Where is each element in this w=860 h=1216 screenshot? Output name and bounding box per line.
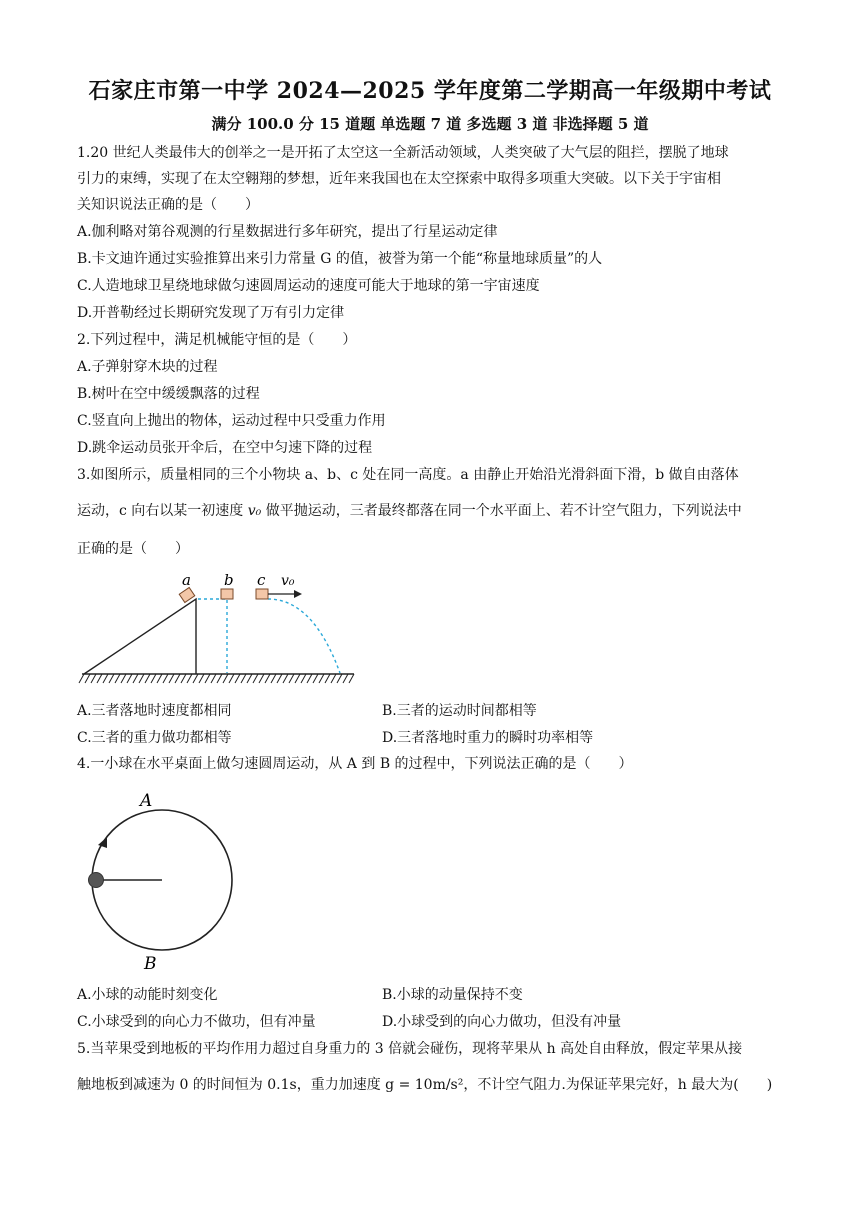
incline-block: [84, 599, 196, 674]
q3-stem-line2-pre: 运动，c 向右以某一初速度: [77, 503, 248, 519]
q4-stem: 4.一小球在水平桌面上做匀速圆周运动，从 A 到 B 的过程中，下列说法正确的是（ ）: [77, 756, 633, 772]
q3-option-d: D.三者落地时重力的瞬时功率相等: [382, 730, 594, 746]
q3-option-c: C.三者的重力做功都相等: [77, 730, 232, 746]
q3-stem-line1: 3.如图所示，质量相同的三个小物块 a、b、c 处在同一高度。a 由静止开始沿光滑斜面下滑，b 做自由落体: [77, 467, 739, 483]
label-c: c: [257, 571, 266, 589]
q1-stem-line2: 引力的束缚，实现了在太空翱翔的梦想，近年来我国也在太空探索中取得多项重大突破。以下关于宇宙相: [77, 171, 721, 187]
q2-option-d: D.跳伞运动员张开伞后，在空中匀速下降的过程: [77, 440, 373, 456]
q4-option-a: A.小球的动能时刻变化: [77, 987, 218, 1003]
q3-option-b: B.三者的运动时间都相等: [382, 703, 537, 719]
q3-stem-line2-post: 做平抛运动，三者最终都落在同一个水平面上、若不计空气阻力，下列说法中: [261, 503, 742, 519]
c-projectile-path: [268, 599, 340, 673]
q1-option-b: B.卡文迪许通过实验推算出来引力常量 G 的值，被誉为第一个能“称量地球质量”的人: [77, 251, 603, 267]
q4-option-d: D.小球受到的向心力做功，但没有冲量: [382, 1014, 622, 1030]
block-b: [221, 589, 233, 599]
q3-v0-symbol: v₀: [247, 503, 262, 519]
q1-option-a: A.伽利略对第谷观测的行星数据进行多年研究，提出了行星运动定律: [77, 224, 498, 240]
q5-stem-line1: 5.当苹果受到地板的平均作用力超过自身重力的 3 倍就会碰伤，现将苹果从 h 高处自由释放，假定苹果从接: [77, 1041, 743, 1057]
block-c: [256, 589, 268, 599]
exam-title: 石家庄市第一中学 2024—2025 学年度第二学期高一年级期中考试: [88, 78, 772, 104]
label-a: a: [182, 571, 191, 589]
q3-stem-line2: [77, 501, 787, 521]
q2-option-a: A.子弹射穿木块的过程: [77, 359, 218, 375]
q2-option-b: B.树叶在空中缓缓飘落的过程: [77, 386, 260, 402]
label-B: B: [144, 954, 157, 974]
q4-option-b: B.小球的动量保持不变: [382, 987, 523, 1003]
block-a: [179, 587, 195, 602]
label-v0: v₀: [281, 573, 295, 589]
q2-option-c: C.竖直向上抛出的物体，运动过程中只受重力作用: [77, 413, 386, 429]
ground-hatching: [79, 674, 354, 683]
q1-stem-line1: 1.20 世纪人类最伟大的创举之一是开拓了太空这一全新活动领域，人类突破了大气层的阻拦，摆脱了地球: [77, 145, 729, 161]
exam-subtitle: 满分 100.0 分 15 道题 单选题 7 道 多选题 3 道 非选择题 5 道: [211, 115, 649, 133]
q4-figure: [80, 788, 240, 974]
ball: [89, 873, 104, 888]
q3-stem-line3: 正确的是（ ）: [77, 541, 189, 557]
q3-option-a: A.三者落地时速度都相同: [77, 703, 232, 719]
label-A: A: [140, 791, 153, 811]
q1-option-d: D.开普勒经过长期研究发现了万有引力定律: [77, 305, 345, 321]
q1-option-c: C.人造地球卫星绕地球做匀速圆周运动的速度可能大于地球的第一宇宙速度: [77, 278, 540, 294]
q3-figure: [78, 566, 360, 690]
direction-arrowhead: [98, 837, 107, 848]
q4-option-c: C.小球受到的向心力不做功，但有冲量: [77, 1014, 316, 1030]
q5-stem-line2: 触地板到减速为 0 的时间恒为 0.1s，重力加速度 g = 10m/s²，不计空气阻力.为保证苹果完好，h 最大为( ): [77, 1077, 773, 1093]
q1-stem-line3: 关知识说法正确的是（ ）: [77, 197, 259, 213]
velocity-arrowhead: [294, 590, 302, 598]
label-b: b: [224, 571, 234, 589]
q2-stem: 2.下列过程中，满足机械能守恒的是（ ）: [77, 332, 357, 348]
